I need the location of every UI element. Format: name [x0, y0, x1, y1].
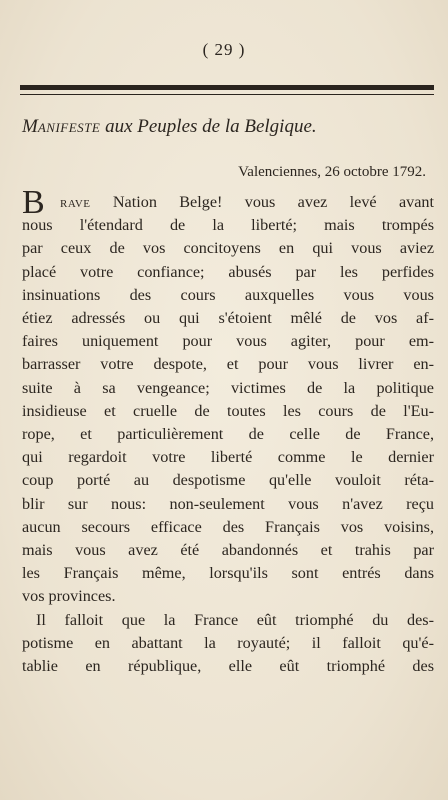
text-line: potisme en abattant la royauté; il falloit qu'é-	[22, 633, 434, 652]
text-line: barrasser votre despote, et pour vous livrer en-	[22, 355, 434, 374]
dateline: Valenciennes, 26 octobre 1792.	[238, 164, 426, 180]
text-line: Il falloit que la France eût triomphé du des-	[36, 610, 434, 629]
text-line: insidieuse et cruelle de toutes les cours de l'Eu-	[22, 401, 434, 420]
text-line: étiez adressés ou qui s'étoient mêlé de vos af-	[22, 309, 434, 328]
text-line: qui regardoit votre liberté comme le dernier	[22, 448, 434, 467]
page-number: ( 29 )	[202, 40, 246, 59]
text-line: vos provinces.	[22, 587, 116, 606]
title-rest: aux Peuples de la Belgique.	[100, 116, 317, 137]
text-line: les Français même, lorsqu'ils sont entrés dans	[22, 564, 434, 583]
body-text	[22, 184, 434, 678]
text-line: par ceux de vos concitoyens en qui vous aviez	[22, 239, 434, 258]
text-line: aucun secours efficace des Français vos voisins,	[22, 517, 434, 536]
drop-cap: B	[22, 184, 45, 221]
first-line-rest: Nation Belge! vous avez levé avant	[90, 193, 434, 211]
text-line: rope, et particulièrement de celle de France,	[22, 425, 434, 444]
text-line: mais vous avez été abandonnés et trahis par	[22, 541, 434, 560]
paragraph-1-line-1	[22, 184, 434, 221]
text-line: insinuations des cours auxquelles vous vous	[22, 285, 434, 304]
title-word-smallcaps: anifeste	[37, 116, 101, 137]
text-line: blir sur nous: non-seulement vous n'avez reçu	[22, 494, 434, 513]
text-line: faires uniquement pour vous agiter, pour em-	[22, 332, 434, 351]
paragraph-1	[22, 184, 434, 609]
header-rule-thin	[20, 94, 434, 95]
text-line: tablie en république, elle eût triomphé des	[22, 657, 434, 676]
first-word-smallcaps: rave	[60, 193, 91, 211]
header-rule-thick	[20, 85, 434, 90]
page-title	[22, 116, 442, 138]
text-line: suite à sa vengeance; victimes de la politique	[22, 378, 434, 397]
title-initial: M	[22, 116, 38, 137]
paragraph-2	[22, 609, 434, 679]
text-line: coup porté au despotisme qu'elle vouloit réta-	[22, 471, 434, 490]
text-line: nous l'étendard de la liberté; mais trompés	[22, 216, 434, 235]
text-line: placé votre confiance; abusés par les perfides	[22, 262, 434, 281]
